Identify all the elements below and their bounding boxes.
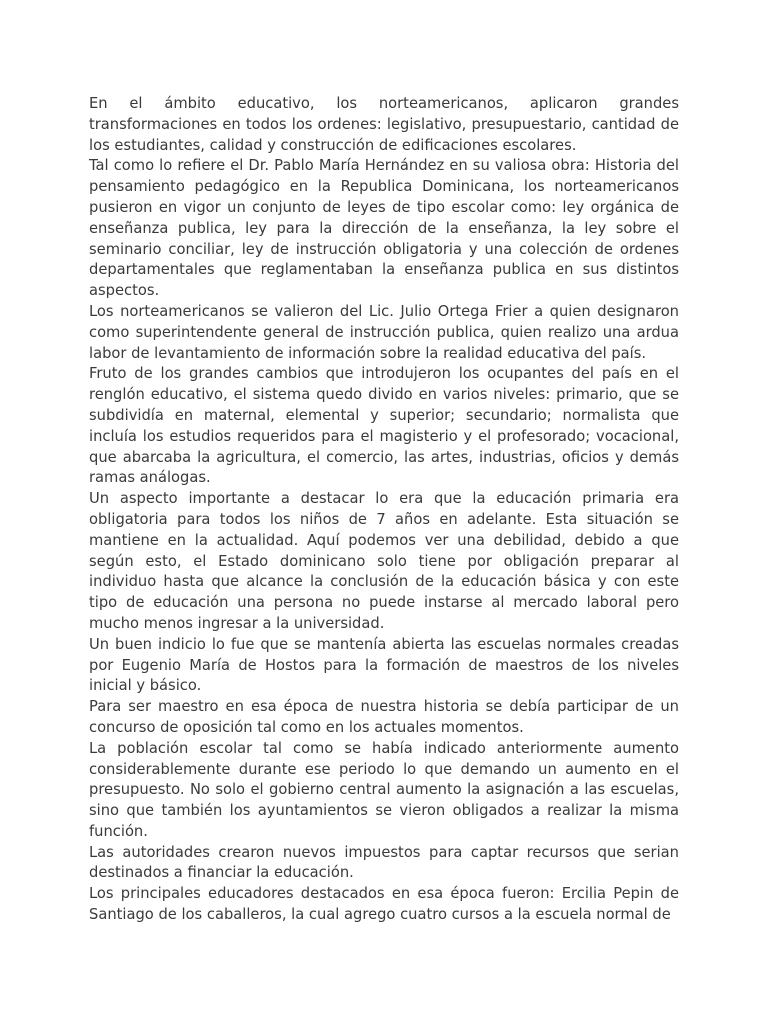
paragraph: Los norteamericanos se valieron del Lic. Julio Ortega Frier a quien designaron como superintendente general de instrucción publica, quien realizo una ardua labor de levantamiento de información sobre la realidad educativa del país. — [89, 302, 679, 362]
paragraph: Tal como lo refiere el Dr. Pablo María Hernández en su valiosa obra: Historia del pensamiento pedagógico en la Republica Dominicana, los norteamericanos pusieron en vigor un conjunto de leyes de tipo escolar como: ley orgánica de enseñanza publica, ley para la dirección de la enseñanza, la ley sobre el seminario conciliar, ley de instrucción obligatoria y una colección de ordenes departamentales que reglamentaban la enseñanza publica en sus distintos aspectos. — [89, 157, 679, 300]
paragraph: Un aspecto importante a destacar lo era que la educación primaria era obligatoria para todos los niños de 7 años en adelante. Esta situación se mantiene en la actualidad. Aquí podemos ver una debilidad, debido a que según esto, el Estado dominicano solo tiene por obligación preparar al individuo hasta que alcance la conclusión de la educación básica y con este tipo de educación una persona no puede instarse al mercado laboral pero mucho menos ingresar a la universidad. — [89, 490, 679, 632]
paragraph: Un buen indicio lo fue que se mantenía abierta las escuelas normales creadas por Eugenio María de Hostos para la formación de maestros de los niveles inicial y básico. — [89, 635, 679, 695]
document-body — [89, 94, 679, 926]
paragraph: Fruto de los grandes cambios que introdujeron los ocupantes del país en el renglón educativo, el sistema quedo divido en varios niveles: primario, que se subdividía en maternal, elemental y superior; secundario; normalista que incluía los estudios requeridos para el magisterio y el profesorado; vocacional, que abarcaba la agricultura, el comercio, las artes, industrias, oficios y demás ramas análogas. — [89, 365, 679, 487]
paragraph: En el ámbito educativo, los norteamericanos, aplicaron grandes transformaciones en todos los ordenes: legislativo, presupuestario, cantidad de los estudiantes, calidad y construcción de edificaciones escolares. — [89, 95, 679, 154]
paragraph: Las autoridades crearon nuevos impuestos para captar recursos que serian destinados a financiar la educación. — [89, 843, 679, 882]
paragraph: La población escolar tal como se había indicado anteriormente aumento considerablemente durante ese periodo lo que demando un aumento en el presupuesto. No solo el gobierno central aumento la asignación a las escuelas, sino que también los ayuntamientos se vieron obligados a realizar la misma función. — [89, 739, 679, 840]
paragraph: Los principales educadores destacados en esa época fueron: Ercilia Pepin de Santiago de los caballeros, la cual agrego cuatro cursos a la escuela normal de — [89, 885, 679, 924]
paragraph: Para ser maestro en esa época de nuestra historia se debía participar de un concurso de oposición tal como en los actuales momentos. — [89, 698, 679, 736]
